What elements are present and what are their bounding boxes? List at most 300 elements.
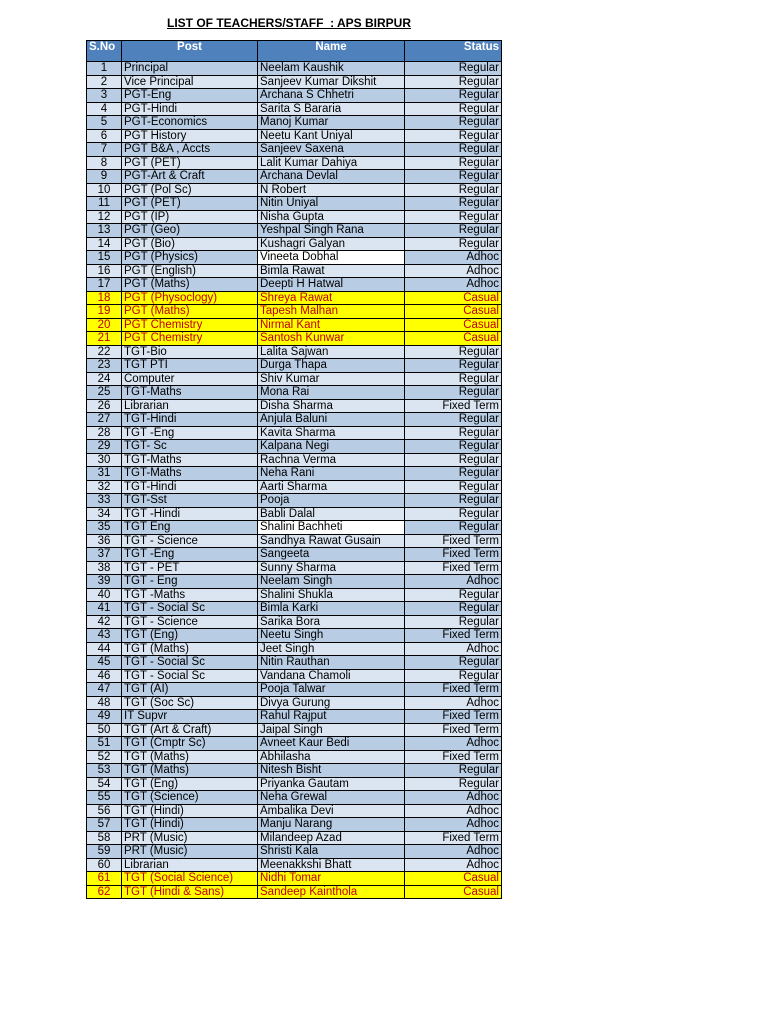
cell-post: PGT-Economics bbox=[122, 116, 258, 130]
cell-name: Deepti H Hatwal bbox=[258, 278, 405, 292]
cell-name: Kushagri Galyan bbox=[258, 237, 405, 251]
cell-status: Adhoc bbox=[405, 818, 502, 832]
cell-post: PGT (PET) bbox=[122, 197, 258, 211]
table-row bbox=[87, 831, 502, 845]
cell-sno: 28 bbox=[87, 426, 122, 440]
cell-status: Regular bbox=[405, 480, 502, 494]
cell-post: TGT-Maths bbox=[122, 453, 258, 467]
cell-post: TGT - Science bbox=[122, 534, 258, 548]
table-header-row bbox=[87, 41, 502, 62]
cell-name: Avneet Kaur Bedi bbox=[258, 737, 405, 751]
table-row bbox=[87, 170, 502, 184]
cell-status: Adhoc bbox=[405, 264, 502, 278]
table-row bbox=[87, 642, 502, 656]
cell-name: Sarika Bora bbox=[258, 615, 405, 629]
cell-status: Regular bbox=[405, 521, 502, 535]
cell-name: Vandana Chamoli bbox=[258, 669, 405, 683]
cell-name: Neha Grewal bbox=[258, 791, 405, 805]
cell-sno: 18 bbox=[87, 291, 122, 305]
table-row bbox=[87, 129, 502, 143]
cell-post: TGT (Hindi) bbox=[122, 818, 258, 832]
table-row bbox=[87, 75, 502, 89]
cell-status: Regular bbox=[405, 507, 502, 521]
table-row bbox=[87, 764, 502, 778]
cell-name: Manoj Kumar bbox=[258, 116, 405, 130]
cell-post: PGT (Geo) bbox=[122, 224, 258, 238]
table-row bbox=[87, 197, 502, 211]
cell-post: Librarian bbox=[122, 399, 258, 413]
cell-sno: 3 bbox=[87, 89, 122, 103]
cell-name: Jeet Singh bbox=[258, 642, 405, 656]
cell-sno: 37 bbox=[87, 548, 122, 562]
cell-status: Fixed Term bbox=[405, 831, 502, 845]
cell-post: PGT (Physoclogy) bbox=[122, 291, 258, 305]
table-row bbox=[87, 548, 502, 562]
cell-post: TGT (Hindi & Sans) bbox=[122, 885, 258, 899]
cell-post: TGT (Soc Sc) bbox=[122, 696, 258, 710]
cell-status: Regular bbox=[405, 89, 502, 103]
cell-status: Regular bbox=[405, 372, 502, 386]
table-row bbox=[87, 305, 502, 319]
cell-sno: 15 bbox=[87, 251, 122, 265]
cell-name: Shalini Shukla bbox=[258, 588, 405, 602]
cell-sno: 55 bbox=[87, 791, 122, 805]
cell-name: Neelam Kaushik bbox=[258, 62, 405, 76]
table-row bbox=[87, 683, 502, 697]
cell-sno: 21 bbox=[87, 332, 122, 346]
staff-table bbox=[86, 40, 502, 899]
cell-name: Milandeep Azad bbox=[258, 831, 405, 845]
cell-post: TGT (Cmptr Sc) bbox=[122, 737, 258, 751]
table-row bbox=[87, 237, 502, 251]
cell-status: Regular bbox=[405, 62, 502, 76]
cell-name: Sanjeev Saxena bbox=[258, 143, 405, 157]
cell-status: Regular bbox=[405, 197, 502, 211]
table-row bbox=[87, 89, 502, 103]
column-header-sno: S.No bbox=[87, 41, 122, 62]
cell-sno: 47 bbox=[87, 683, 122, 697]
table-row bbox=[87, 143, 502, 157]
cell-sno: 44 bbox=[87, 642, 122, 656]
cell-sno: 51 bbox=[87, 737, 122, 751]
table-row bbox=[87, 291, 502, 305]
cell-sno: 41 bbox=[87, 602, 122, 616]
cell-status: Regular bbox=[405, 183, 502, 197]
table-row bbox=[87, 872, 502, 886]
cell-post: PGT (PET) bbox=[122, 156, 258, 170]
cell-status: Regular bbox=[405, 453, 502, 467]
cell-name: Sandhya Rawat Gusain bbox=[258, 534, 405, 548]
cell-name: Priyanka Gautam bbox=[258, 777, 405, 791]
cell-name: Archana Devlal bbox=[258, 170, 405, 184]
cell-post: PGT-Hindi bbox=[122, 102, 258, 116]
cell-post: PGT (Maths) bbox=[122, 305, 258, 319]
cell-sno: 35 bbox=[87, 521, 122, 535]
cell-post: TGT-Sst bbox=[122, 494, 258, 508]
cell-post: PRT (Music) bbox=[122, 845, 258, 859]
cell-post: TGT (Eng) bbox=[122, 777, 258, 791]
cell-post: PGT Chemistry bbox=[122, 332, 258, 346]
cell-post: TGT (Art & Craft) bbox=[122, 723, 258, 737]
cell-name: Nitin Uniyal bbox=[258, 197, 405, 211]
table-row bbox=[87, 629, 502, 643]
cell-post: TGT-Maths bbox=[122, 467, 258, 481]
cell-status: Regular bbox=[405, 156, 502, 170]
cell-status: Regular bbox=[405, 170, 502, 184]
cell-post: TGT - Science bbox=[122, 615, 258, 629]
column-header-name: Name bbox=[258, 41, 405, 62]
cell-status: Adhoc bbox=[405, 791, 502, 805]
cell-sno: 10 bbox=[87, 183, 122, 197]
table-row bbox=[87, 845, 502, 859]
cell-status: Regular bbox=[405, 426, 502, 440]
cell-sno: 2 bbox=[87, 75, 122, 89]
cell-post: TGT (Social Science) bbox=[122, 872, 258, 886]
cell-post: TGT-Maths bbox=[122, 386, 258, 400]
table-row bbox=[87, 588, 502, 602]
cell-sno: 16 bbox=[87, 264, 122, 278]
cell-name: Shristi Kala bbox=[258, 845, 405, 859]
cell-sno: 48 bbox=[87, 696, 122, 710]
cell-post: PGT (IP) bbox=[122, 210, 258, 224]
table-row bbox=[87, 575, 502, 589]
cell-name: Sanjeev Kumar Dikshit bbox=[258, 75, 405, 89]
cell-status: Adhoc bbox=[405, 737, 502, 751]
cell-sno: 24 bbox=[87, 372, 122, 386]
cell-status: Fixed Term bbox=[405, 750, 502, 764]
table-row bbox=[87, 858, 502, 872]
cell-status: Regular bbox=[405, 777, 502, 791]
cell-sno: 39 bbox=[87, 575, 122, 589]
cell-sno: 14 bbox=[87, 237, 122, 251]
cell-status: Regular bbox=[405, 116, 502, 130]
cell-name: Rahul Rajput bbox=[258, 710, 405, 724]
cell-status: Adhoc bbox=[405, 858, 502, 872]
cell-post: TGT - Social Sc bbox=[122, 656, 258, 670]
cell-sno: 11 bbox=[87, 197, 122, 211]
table-row bbox=[87, 116, 502, 130]
cell-name: N Robert bbox=[258, 183, 405, 197]
cell-sno: 17 bbox=[87, 278, 122, 292]
cell-name: Nitesh Bisht bbox=[258, 764, 405, 778]
cell-status: Fixed Term bbox=[405, 548, 502, 562]
cell-name: Bimla Rawat bbox=[258, 264, 405, 278]
cell-sno: 9 bbox=[87, 170, 122, 184]
table-row bbox=[87, 885, 502, 899]
cell-status: Regular bbox=[405, 656, 502, 670]
cell-sno: 22 bbox=[87, 345, 122, 359]
cell-post: PGT History bbox=[122, 129, 258, 143]
cell-post: PGT B&A , Accts bbox=[122, 143, 258, 157]
cell-status: Adhoc bbox=[405, 642, 502, 656]
cell-sno: 29 bbox=[87, 440, 122, 454]
table-row bbox=[87, 804, 502, 818]
cell-name: Jaipal Singh bbox=[258, 723, 405, 737]
cell-name: Sarita S Bararia bbox=[258, 102, 405, 116]
cell-post: TGT (Maths) bbox=[122, 642, 258, 656]
table-row bbox=[87, 818, 502, 832]
cell-sno: 5 bbox=[87, 116, 122, 130]
cell-sno: 38 bbox=[87, 561, 122, 575]
table-row bbox=[87, 710, 502, 724]
cell-name: Kavita Sharma bbox=[258, 426, 405, 440]
cell-name: Kalpana Negi bbox=[258, 440, 405, 454]
table-row bbox=[87, 521, 502, 535]
cell-post: TGT -Hindi bbox=[122, 507, 258, 521]
cell-status: Regular bbox=[405, 669, 502, 683]
table-row bbox=[87, 156, 502, 170]
table-row bbox=[87, 278, 502, 292]
cell-sno: 53 bbox=[87, 764, 122, 778]
cell-name: Neha Rani bbox=[258, 467, 405, 481]
cell-name: Manju Narang bbox=[258, 818, 405, 832]
table-row bbox=[87, 386, 502, 400]
cell-sno: 56 bbox=[87, 804, 122, 818]
cell-sno: 57 bbox=[87, 818, 122, 832]
cell-name: Babli Dalal bbox=[258, 507, 405, 521]
table-row bbox=[87, 723, 502, 737]
cell-post: TGT -Eng bbox=[122, 548, 258, 562]
cell-sno: 34 bbox=[87, 507, 122, 521]
cell-sno: 12 bbox=[87, 210, 122, 224]
cell-status: Fixed Term bbox=[405, 561, 502, 575]
cell-status: Regular bbox=[405, 210, 502, 224]
cell-name: Anjula Baluni bbox=[258, 413, 405, 427]
page-title: LIST OF TEACHERS/STAFF : APS BIRPUR bbox=[167, 16, 412, 30]
cell-post: TGT (Eng) bbox=[122, 629, 258, 643]
cell-sno: 61 bbox=[87, 872, 122, 886]
cell-status: Casual bbox=[405, 885, 502, 899]
cell-sno: 62 bbox=[87, 885, 122, 899]
cell-sno: 59 bbox=[87, 845, 122, 859]
table-row bbox=[87, 507, 502, 521]
cell-post: TGT (Science) bbox=[122, 791, 258, 805]
cell-name: Ambalika Devi bbox=[258, 804, 405, 818]
table-row bbox=[87, 480, 502, 494]
table-row bbox=[87, 332, 502, 346]
cell-post: Computer bbox=[122, 372, 258, 386]
cell-name: Sunny Sharma bbox=[258, 561, 405, 575]
table-row bbox=[87, 494, 502, 508]
cell-sno: 8 bbox=[87, 156, 122, 170]
cell-post: PGT (Physics) bbox=[122, 251, 258, 265]
cell-post: TGT-Bio bbox=[122, 345, 258, 359]
cell-status: Regular bbox=[405, 102, 502, 116]
cell-status: Adhoc bbox=[405, 804, 502, 818]
cell-name: Shreya Rawat bbox=[258, 291, 405, 305]
cell-name: Nitin Rauthan bbox=[258, 656, 405, 670]
cell-name: Neelam Singh bbox=[258, 575, 405, 589]
cell-sno: 33 bbox=[87, 494, 122, 508]
cell-post: TGT (Maths) bbox=[122, 764, 258, 778]
cell-status: Regular bbox=[405, 237, 502, 251]
cell-status: Casual bbox=[405, 291, 502, 305]
table-row bbox=[87, 440, 502, 454]
cell-status: Regular bbox=[405, 129, 502, 143]
cell-name: Vineeta Dobhal bbox=[258, 251, 405, 265]
table-row bbox=[87, 372, 502, 386]
cell-sno: 31 bbox=[87, 467, 122, 481]
table-row bbox=[87, 561, 502, 575]
cell-post: Principal bbox=[122, 62, 258, 76]
cell-status: Regular bbox=[405, 224, 502, 238]
cell-name: Meenakkshi Bhatt bbox=[258, 858, 405, 872]
table-row bbox=[87, 426, 502, 440]
cell-name: Pooja Talwar bbox=[258, 683, 405, 697]
cell-name: Nirmal Kant bbox=[258, 318, 405, 332]
cell-name: Durga Thapa bbox=[258, 359, 405, 373]
cell-sno: 1 bbox=[87, 62, 122, 76]
cell-name: Shiv Kumar bbox=[258, 372, 405, 386]
cell-sno: 32 bbox=[87, 480, 122, 494]
cell-post: TGT -Maths bbox=[122, 588, 258, 602]
table-row bbox=[87, 602, 502, 616]
cell-status: Adhoc bbox=[405, 845, 502, 859]
cell-post: TGT (AI) bbox=[122, 683, 258, 697]
cell-name: Abhilasha bbox=[258, 750, 405, 764]
cell-status: Regular bbox=[405, 615, 502, 629]
cell-status: Casual bbox=[405, 318, 502, 332]
table-row bbox=[87, 62, 502, 76]
cell-name: Shalini Bachheti bbox=[258, 521, 405, 535]
table-row bbox=[87, 656, 502, 670]
cell-status: Casual bbox=[405, 332, 502, 346]
cell-status: Adhoc bbox=[405, 278, 502, 292]
cell-sno: 36 bbox=[87, 534, 122, 548]
cell-post: TGT -Eng bbox=[122, 426, 258, 440]
cell-post: Vice Principal bbox=[122, 75, 258, 89]
cell-sno: 20 bbox=[87, 318, 122, 332]
cell-name: Nidhi Tomar bbox=[258, 872, 405, 886]
cell-sno: 60 bbox=[87, 858, 122, 872]
table-row bbox=[87, 345, 502, 359]
cell-name: Sangeeta bbox=[258, 548, 405, 562]
cell-status: Regular bbox=[405, 143, 502, 157]
cell-status: Fixed Term bbox=[405, 629, 502, 643]
table-body bbox=[87, 62, 502, 899]
cell-post: PGT (Bio) bbox=[122, 237, 258, 251]
cell-post: TGT-Hindi bbox=[122, 480, 258, 494]
cell-status: Fixed Term bbox=[405, 399, 502, 413]
cell-status: Regular bbox=[405, 764, 502, 778]
cell-status: Regular bbox=[405, 386, 502, 400]
cell-post: TGT (Hindi) bbox=[122, 804, 258, 818]
cell-status: Fixed Term bbox=[405, 534, 502, 548]
cell-sno: 4 bbox=[87, 102, 122, 116]
cell-name: Disha Sharma bbox=[258, 399, 405, 413]
column-header-post: Post bbox=[122, 41, 258, 62]
table-row bbox=[87, 453, 502, 467]
cell-post: TGT - Eng bbox=[122, 575, 258, 589]
cell-sno: 26 bbox=[87, 399, 122, 413]
cell-sno: 49 bbox=[87, 710, 122, 724]
cell-post: TGT- Sc bbox=[122, 440, 258, 454]
cell-post: PGT-Art & Craft bbox=[122, 170, 258, 184]
cell-sno: 40 bbox=[87, 588, 122, 602]
cell-sno: 43 bbox=[87, 629, 122, 643]
table-row bbox=[87, 791, 502, 805]
table-row bbox=[87, 210, 502, 224]
cell-post: TGT Eng bbox=[122, 521, 258, 535]
cell-sno: 45 bbox=[87, 656, 122, 670]
cell-status: Regular bbox=[405, 588, 502, 602]
cell-name: Santosh Kunwar bbox=[258, 332, 405, 346]
table-row bbox=[87, 413, 502, 427]
cell-post: TGT - PET bbox=[122, 561, 258, 575]
table-row bbox=[87, 750, 502, 764]
cell-status: Regular bbox=[405, 602, 502, 616]
cell-name: Nisha Gupta bbox=[258, 210, 405, 224]
table-row bbox=[87, 318, 502, 332]
table-row bbox=[87, 224, 502, 238]
cell-post: TGT - Social Sc bbox=[122, 669, 258, 683]
cell-status: Casual bbox=[405, 872, 502, 886]
cell-name: Lalita Sajwan bbox=[258, 345, 405, 359]
cell-name: Pooja bbox=[258, 494, 405, 508]
cell-status: Fixed Term bbox=[405, 683, 502, 697]
cell-sno: 58 bbox=[87, 831, 122, 845]
table-row bbox=[87, 777, 502, 791]
cell-status: Regular bbox=[405, 345, 502, 359]
cell-sno: 46 bbox=[87, 669, 122, 683]
cell-name: Neetu Kant Uniyal bbox=[258, 129, 405, 143]
cell-post: Librarian bbox=[122, 858, 258, 872]
cell-post: TGT PTI bbox=[122, 359, 258, 373]
cell-name: Aarti Sharma bbox=[258, 480, 405, 494]
cell-status: Adhoc bbox=[405, 575, 502, 589]
table-row bbox=[87, 359, 502, 373]
column-header-status: Status bbox=[405, 41, 502, 62]
cell-post: TGT (Maths) bbox=[122, 750, 258, 764]
cell-name: Lalit Kumar Dahiya bbox=[258, 156, 405, 170]
cell-sno: 19 bbox=[87, 305, 122, 319]
table-row bbox=[87, 696, 502, 710]
cell-post: PGT (Pol Sc) bbox=[122, 183, 258, 197]
cell-post: PGT (English) bbox=[122, 264, 258, 278]
cell-sno: 50 bbox=[87, 723, 122, 737]
cell-sno: 13 bbox=[87, 224, 122, 238]
cell-post: PGT (Maths) bbox=[122, 278, 258, 292]
cell-status: Regular bbox=[405, 467, 502, 481]
cell-status: Regular bbox=[405, 413, 502, 427]
cell-sno: 42 bbox=[87, 615, 122, 629]
table-row bbox=[87, 251, 502, 265]
table-row bbox=[87, 102, 502, 116]
cell-status: Fixed Term bbox=[405, 723, 502, 737]
table-row bbox=[87, 737, 502, 751]
cell-name: Yeshpal Singh Rana bbox=[258, 224, 405, 238]
cell-status: Regular bbox=[405, 494, 502, 508]
cell-post: IT Supvr bbox=[122, 710, 258, 724]
cell-name: Sandeep Kainthola bbox=[258, 885, 405, 899]
table-row bbox=[87, 534, 502, 548]
cell-sno: 23 bbox=[87, 359, 122, 373]
cell-sno: 52 bbox=[87, 750, 122, 764]
cell-post: TGT - Social Sc bbox=[122, 602, 258, 616]
table-row bbox=[87, 183, 502, 197]
cell-status: Regular bbox=[405, 75, 502, 89]
table-row bbox=[87, 264, 502, 278]
cell-status: Casual bbox=[405, 305, 502, 319]
cell-sno: 25 bbox=[87, 386, 122, 400]
cell-status: Fixed Term bbox=[405, 710, 502, 724]
cell-post: PRT (Music) bbox=[122, 831, 258, 845]
cell-post: TGT-Hindi bbox=[122, 413, 258, 427]
cell-status: Adhoc bbox=[405, 251, 502, 265]
cell-sno: 54 bbox=[87, 777, 122, 791]
cell-sno: 7 bbox=[87, 143, 122, 157]
table-row bbox=[87, 399, 502, 413]
